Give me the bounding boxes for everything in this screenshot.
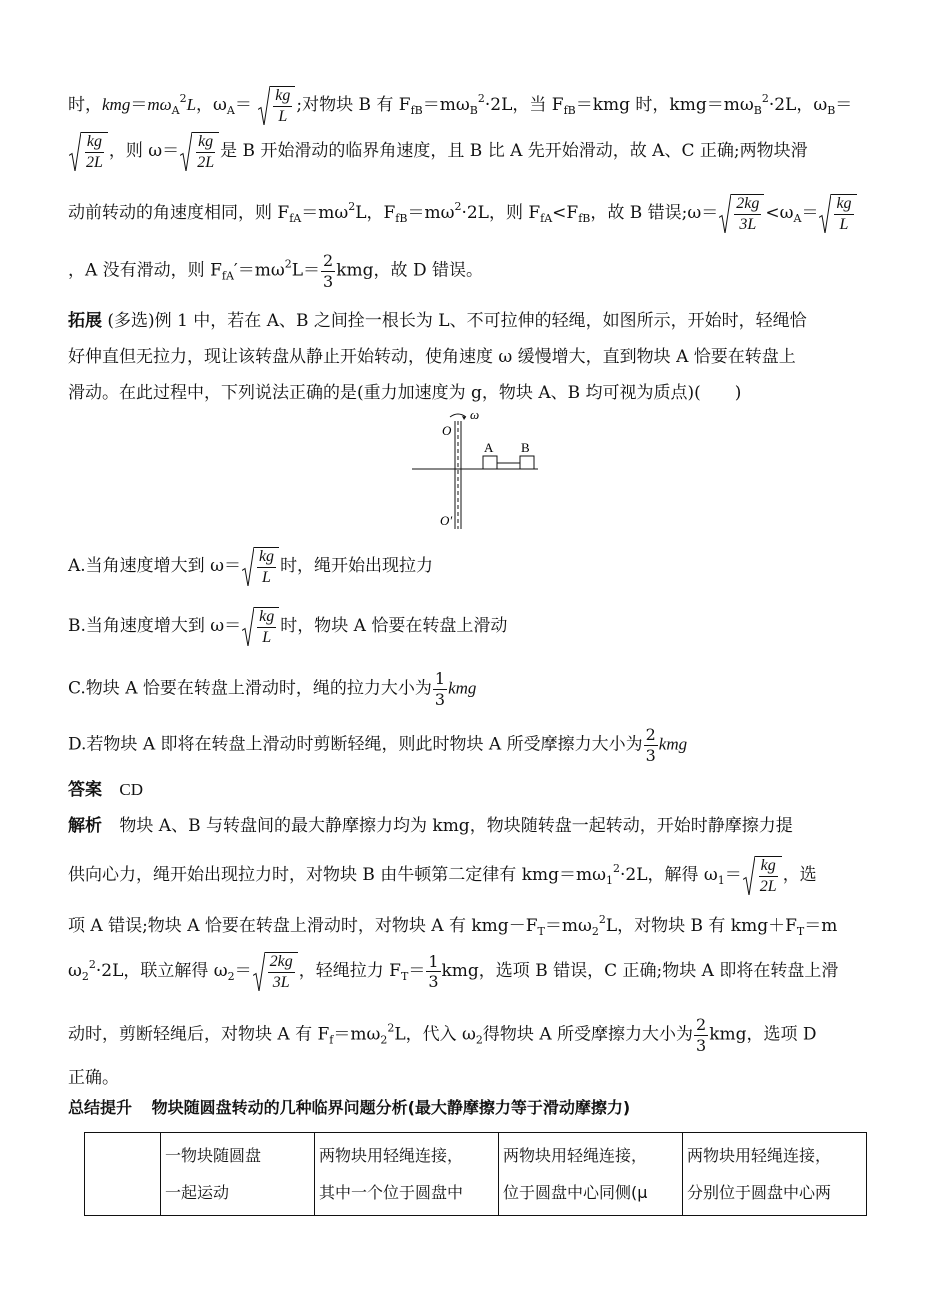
subscript: B <box>753 104 762 118</box>
text: kmg <box>448 678 477 698</box>
text: ，则 ω＝ <box>108 141 180 162</box>
subscript: 2 <box>591 925 599 938</box>
text: 时，绳开始出现拉力 <box>280 556 434 577</box>
text: L，对物块 B 有 kmg＋F <box>605 916 797 936</box>
summary-title: 物块随圆盘转动的几种临界问题分析(最大静摩擦力等于滑动摩擦力) <box>151 1098 631 1117</box>
answer-label: 答案 <box>68 780 102 800</box>
subscript: fA <box>540 212 553 226</box>
denominator: L <box>262 568 271 586</box>
solution-prev-line-3 <box>68 194 883 233</box>
text: ＝ <box>408 961 426 982</box>
numerator: kg <box>196 133 215 153</box>
option-d[interactable] <box>68 726 883 764</box>
text: ，故 B 错误;ω＝ <box>590 203 719 224</box>
subscript: B <box>469 104 478 118</box>
numerator: kg <box>257 548 276 568</box>
question-line: 好伸直但无拉力，现让该转盘从静止开始转动，使角速度 ω 缓慢增大，直到物块 A 恰要在转盘上 <box>68 347 796 367</box>
subscript: 2 <box>475 1033 483 1047</box>
subscript: f <box>329 1033 334 1047</box>
denominator: 3 <box>696 1035 707 1055</box>
text: 动前转动的角速度相同，则 F <box>68 203 290 224</box>
cell-text: 其中一个位于圆盘中 <box>319 1183 464 1202</box>
text: ·2L，则 F <box>461 203 541 224</box>
numerator: kg <box>834 195 853 215</box>
summary-label: 总结提升 <box>68 1098 133 1117</box>
superscript: 2 <box>284 257 292 271</box>
text: 物块 A、B 与转盘间的最大静摩擦力均为 kmg，物块随转盘一起转动，开始时静摩擦力提 <box>119 816 793 836</box>
table-cell <box>683 1133 867 1216</box>
turntable-figure <box>400 407 550 541</box>
subscript: B <box>827 104 836 118</box>
fraction <box>694 1016 708 1054</box>
subscript: A <box>793 212 802 226</box>
numerator: 1 <box>434 669 446 688</box>
b-label: B <box>521 440 530 455</box>
analysis-line-5 <box>68 1016 883 1054</box>
o-prime-label: O′ <box>440 513 453 528</box>
text: ;对物块 B 有 F <box>296 95 411 116</box>
cell-text: 两物块用轻绳连接， <box>687 1146 832 1165</box>
text: L，F <box>355 203 396 224</box>
superscript: 2 <box>598 913 606 926</box>
numerator: 2kg <box>268 953 295 973</box>
text: ω <box>68 961 82 982</box>
superscript: 2 <box>179 92 187 106</box>
cell-text: 位于圆盘中心同侧(μ <box>503 1183 648 1202</box>
text: ，ω <box>196 95 227 116</box>
table-cell <box>85 1133 161 1216</box>
text: <F <box>552 203 579 224</box>
text: 得物块 A 所受摩擦力大小为 <box>482 1024 694 1045</box>
denominator: L <box>262 628 272 646</box>
text: kmg，故 D 错误。 <box>336 260 483 281</box>
analysis-line-4 <box>68 952 883 991</box>
sqrt-kg-over-L <box>258 86 295 125</box>
text: 供向心力，绳开始出现拉力时，对物块 B 由牛顿第二定律有 kmg＝mω <box>68 865 606 886</box>
denominator: 3L <box>739 215 757 233</box>
text: ＝ <box>234 961 252 982</box>
extension-tag: 拓展 <box>68 311 102 331</box>
numerator: 1 <box>428 951 439 971</box>
sqrt-kg-over-L <box>242 547 279 586</box>
summary-table <box>84 1132 867 1216</box>
superscript: 2 <box>613 862 620 876</box>
denominator: 3 <box>434 689 446 709</box>
superscript: 2 <box>477 92 485 106</box>
fraction <box>644 726 658 764</box>
sqrt-kg-over-2L <box>743 856 782 895</box>
text: ＝m <box>804 916 838 936</box>
subscript: 2 <box>227 970 235 984</box>
analysis-line-1 <box>68 818 883 835</box>
text: ＝mω <box>333 1024 381 1045</box>
superscript: 2 <box>88 958 96 972</box>
text: ＝mω <box>301 203 349 224</box>
solution-prev-line-4 <box>68 252 883 290</box>
denominator: 3 <box>428 972 439 992</box>
denominator: 3 <box>645 745 656 765</box>
subscript: 1 <box>717 874 725 888</box>
text: ＝ <box>801 203 819 224</box>
text: ＝mω <box>407 203 455 224</box>
numerator: 2 <box>323 251 334 270</box>
subscript: fB <box>563 104 576 118</box>
question-line: (多选)例 1 中，若在 A、B 之间拴一根长为 L、不可拉伸的轻绳，如图所示，开始时，轻绳恰 <box>107 311 807 331</box>
text: ＝mω <box>422 95 470 116</box>
text: 时， <box>68 95 102 116</box>
denominator: 2L <box>759 877 777 895</box>
superscript: 2 <box>761 92 769 106</box>
answer-value: CD <box>119 780 144 799</box>
subscript: fA <box>221 269 234 283</box>
subscript: T <box>796 925 805 938</box>
text: ＝ <box>234 95 252 116</box>
block-b <box>520 456 534 469</box>
numerator: 2kg <box>734 195 761 215</box>
solution-prev-line-2 <box>68 132 883 171</box>
turntable-diagram <box>400 407 550 537</box>
question-line: 滑动。在此过程中，下列说法正确的是(重力加速度为 g，物块 A、B 均可视为质点)( ) <box>68 383 742 403</box>
answer-line <box>68 781 883 799</box>
analysis-line-6 <box>68 1070 883 1087</box>
text: ，A 没有滑动，则 F <box>68 260 222 281</box>
a-label: A <box>484 440 494 455</box>
numerator: kg <box>759 857 778 877</box>
numerator: kg <box>85 133 104 153</box>
summary-heading <box>68 1100 883 1116</box>
cell-text: 两物块用轻绳连接， <box>319 1146 464 1165</box>
subscript: fB <box>410 104 423 118</box>
text: ′＝mω <box>233 260 285 281</box>
text: 是 B 开始滑动的临界角速度，且 B 比 A 先开始滑动，故 A、C 正确;两物块滑 <box>220 141 808 162</box>
subscript: A <box>171 104 180 118</box>
option-c[interactable] <box>68 670 883 708</box>
text: L <box>186 95 197 115</box>
numerator: kg <box>257 608 276 628</box>
extension-question <box>68 303 883 411</box>
text: 动时，剪断轻绳后，对物块 A 有 F <box>68 1024 330 1045</box>
subscript: fB <box>395 212 408 226</box>
subscript: 2 <box>81 970 89 984</box>
sqrt-kg-over-2L <box>180 132 219 171</box>
text: ＝kmg 时，kmg＝mω <box>575 95 754 116</box>
block-a <box>483 456 497 469</box>
denominator: 2L <box>86 153 103 171</box>
text: C.物块 A 恰要在转盘上滑动时，绳的拉力大小为 <box>68 678 432 699</box>
cell-text: 分别位于圆盘中心两 <box>687 1183 832 1202</box>
table-cell <box>499 1133 683 1216</box>
cell-text: 一起运动 <box>165 1183 230 1202</box>
omega-label: ω <box>470 407 480 422</box>
superscript: 2 <box>387 1021 395 1035</box>
sqrt-kg-over-2L <box>69 132 108 171</box>
text: 正确。 <box>68 1068 119 1088</box>
denominator: L <box>839 215 849 233</box>
text: ＝ <box>130 95 148 116</box>
o-label: O <box>442 423 452 438</box>
text: L，代入 ω <box>394 1024 476 1045</box>
superscript: 2 <box>348 200 356 214</box>
text: kmg <box>102 95 131 115</box>
subscript: fA <box>289 212 302 226</box>
subscript: T <box>400 970 409 984</box>
text: A.当角速度增大到 ω＝ <box>68 556 241 577</box>
denominator: 3 <box>323 271 334 291</box>
sqrt-2kg-over-3L <box>253 952 298 991</box>
table-cell <box>161 1133 315 1216</box>
analysis-label: 解析 <box>68 816 102 836</box>
text: mω <box>147 95 172 115</box>
cell-text: 一物块随圆盘 <box>165 1146 262 1165</box>
numerator: 2 <box>645 725 656 744</box>
fraction <box>321 252 335 290</box>
subscript: A <box>226 104 235 118</box>
table-cell <box>315 1133 499 1216</box>
superscript: 2 <box>454 200 462 214</box>
subscript: 2 <box>380 1033 388 1047</box>
text: 时，物块 A 恰要在转盘上滑动 <box>280 616 508 637</box>
text: kmg，选项 D <box>709 1024 817 1045</box>
text: B.当角速度增大到 ω＝ <box>68 616 242 637</box>
text: <ω <box>765 203 794 224</box>
solution-prev-line-1 <box>68 86 883 125</box>
numerator: kg <box>273 87 292 107</box>
text: ＝ <box>724 865 742 886</box>
text: kmg，选项 B 错误，C 正确;物块 A 即将在转盘上滑 <box>441 961 839 982</box>
sqrt-kg-over-L <box>242 607 279 646</box>
option-a[interactable] <box>68 547 883 586</box>
text: ，选 <box>782 865 817 886</box>
text: L＝ <box>291 260 321 281</box>
option-b[interactable] <box>68 607 883 646</box>
subscript: 1 <box>606 874 613 888</box>
denominator: 2L <box>197 153 215 171</box>
text: ·2L，联立解得 ω <box>95 961 228 982</box>
fraction <box>426 953 440 991</box>
table-row <box>85 1133 867 1216</box>
sqrt-2kg-over-3L <box>719 194 764 233</box>
text: ，轻绳拉力 F <box>298 961 401 982</box>
text: ·2L，当 F <box>484 95 564 116</box>
analysis-line-2 <box>68 856 883 895</box>
text: ＝ <box>835 95 853 116</box>
cell-text: 两物块用轻绳连接， <box>503 1146 648 1165</box>
denominator: 3L <box>272 973 290 991</box>
text: D.若物块 A 即将在转盘上滑动时剪断轻绳，则此时物块 A 所受摩擦力大小为 <box>68 734 643 755</box>
text: ＝mω <box>544 916 592 936</box>
fraction <box>433 670 447 708</box>
subscript: fB <box>578 212 591 226</box>
analysis-line-3 <box>68 914 883 937</box>
text: 项 A 错误;物块 A 恰要在转盘上滑动时，对物块 A 有 kmg－F <box>68 916 538 936</box>
text: kmg <box>658 734 688 754</box>
subscript: T <box>537 925 545 938</box>
text: ·2L，ω <box>768 95 828 116</box>
denominator: L <box>278 107 288 125</box>
sqrt-kg-over-L <box>819 194 856 233</box>
text: ·2L，解得 ω <box>620 865 718 886</box>
numerator: 2 <box>696 1015 707 1034</box>
